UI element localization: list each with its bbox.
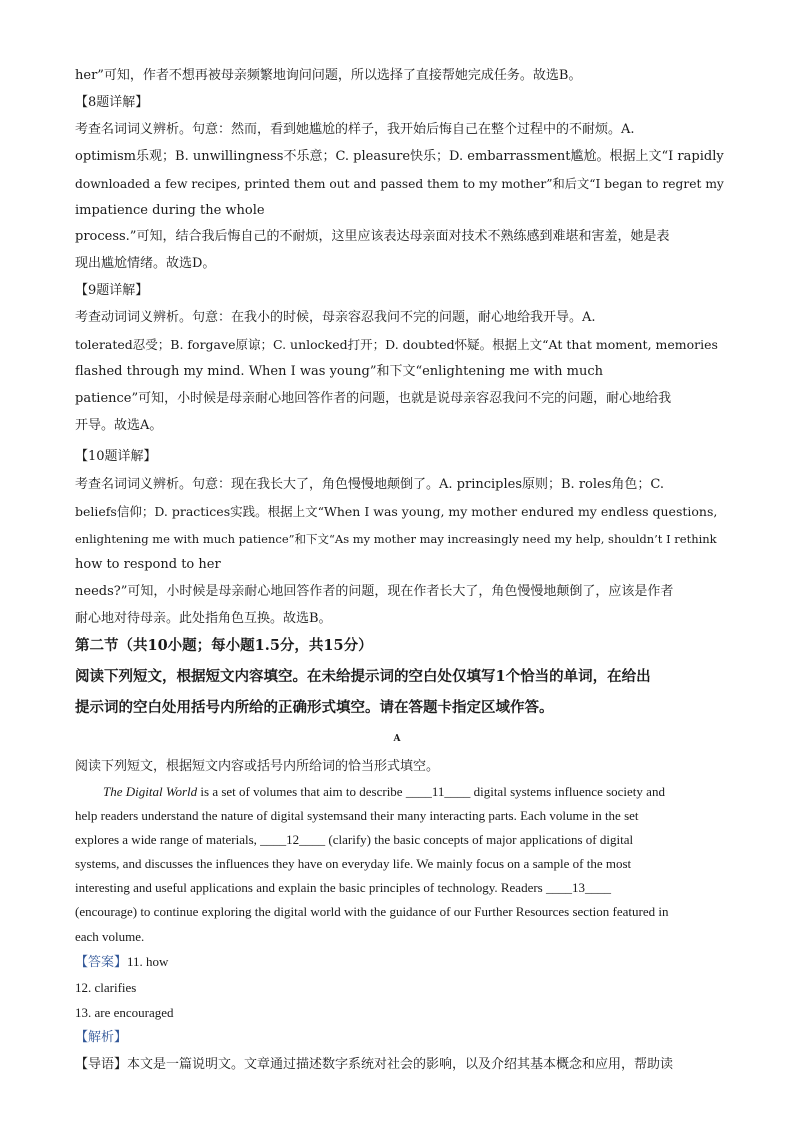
text-line: enlightening me with much patience”和下文“As my mother may increasingly need my help, shouldn’t I rethink <box>75 532 717 546</box>
text-line: optimism乐观；B. unwillingness不乐意；C. pleasure快乐；D. embarrassment尴尬。根据上文“I rapidly <box>75 149 724 164</box>
answer-12: 12. clarifies <box>75 980 137 995</box>
q9-header: 【9题详解】 <box>75 283 149 298</box>
text-line: tolerated忍受；B. forgave原谅；C. unlocked打开；D. doubted怀疑。根据上文“At that moment, memories <box>75 337 718 352</box>
passage-line: interesting and useful applications and explain the basic principles of technology. Readers ____13____ <box>75 880 611 895</box>
text-line: needs?”可知，小时候是母亲耐心地回答作者的问题，现在作者长大了，角色慢慢地颠倒了，应该是作者 <box>75 584 674 599</box>
text-line: process.”可知，结合我后悔自己的不耐烦，这里应该表达母亲面对技术不熟练感到难堪和害羞，她是表 <box>75 229 670 244</box>
guide-label: 【导语】 <box>75 1057 128 1072</box>
text-line: her”可知，作者不想再被母亲频繁地询问问题，所以选择了直接帮她完成任务。故选B。 <box>75 68 582 83</box>
text-line: patience”可知，小时候是母亲耐心地回答作者的问题，也就是说母亲容忍我问不完的问题，耐心地给我 <box>75 391 672 406</box>
passage-line: each volume. <box>75 929 145 944</box>
passage-line <box>103 782 665 802</box>
answer-13: 13. are encouraged <box>75 1005 174 1020</box>
guide-text: 本文是一篇说明文。文章通过描述数字系统对社会的影响，以及介绍其基本概念和应用，帮助读 <box>127 1057 674 1072</box>
text-line: 现出尴尬情绪。故选D。 <box>75 256 216 271</box>
section-instruction: 提示词的空白处用括号内所给的正确形式填空。请在答题卡指定区域作答。 <box>75 699 554 716</box>
answer-label: 【答案】 <box>75 954 128 969</box>
answer-11: 11. how <box>127 954 169 969</box>
q8-header: 【8题详解】 <box>75 95 149 110</box>
text-line: impatience during the whole <box>75 203 265 218</box>
text-line: 耐心地对待母亲。此处指角色互换。故选B。 <box>75 611 332 626</box>
text-line: downloaded a few recipes, printed them out and passed them to my mother”和后文“I began to regret my <box>75 177 724 191</box>
passage-line: systems, and discusses the influences they have on everyday life. We mainly focus on a sample of the most <box>75 856 632 871</box>
text-line: flashed through my mind. When I was young”和下文“enlightening me with much <box>75 364 603 379</box>
text-line: beliefs信仰；D. practices实践。根据上文“When I was young, my mother endured my endless questions, <box>75 504 718 519</box>
q10-header: 【10题详解】 <box>75 449 157 464</box>
text-line: 考查名词词义辨析。句意：然而，看到她尴尬的样子，我开始后悔自己在整个过程中的不耐烦。A. <box>75 122 635 137</box>
passage-heading: A <box>393 734 401 744</box>
passage-line: help readers understand the nature of digital systemsand their many interacting parts. Each volume in the set <box>75 808 639 823</box>
analysis-label: 【解析】 <box>75 1030 128 1045</box>
text-line: 开导。故选A。 <box>75 418 163 433</box>
passage-direction: 阅读下列短文，根据短文内容或括号内所给词的恰当形式填空。 <box>75 759 440 774</box>
passage-title: The Digital World <box>103 784 198 799</box>
section-title: 第二节（共10小题；每小题1.5分，共15分） <box>75 637 373 654</box>
passage-line: explores a wide range of materials, ____12____ (clarify) the basic concepts of major applications of digital <box>75 832 634 847</box>
passage-line: (encourage) to continue exploring the digital world with the guidance of our Further Resources section featured in <box>75 904 669 919</box>
text-line: 考查名词词义辨析。句意：现在我长大了，角色慢慢地颠倒了。A. principles原则；B. roles角色；C. <box>75 477 664 492</box>
text-line: 考查动词词义辨析。句意：在我小的时候，母亲容忍我问不完的问题，耐心地给我开导。A. <box>75 310 596 325</box>
guide-line <box>75 1055 673 1075</box>
section-instruction: 阅读下列短文，根据短文内容填空。在未给提示词的空白处仅填写1个恰当的单词，在给出 <box>75 668 651 685</box>
text-line: how to respond to her <box>75 557 221 572</box>
answer-line <box>75 952 168 972</box>
passage-text: is a set of volumes that aim to describe ____11____ digital systems influence society and <box>197 784 665 799</box>
